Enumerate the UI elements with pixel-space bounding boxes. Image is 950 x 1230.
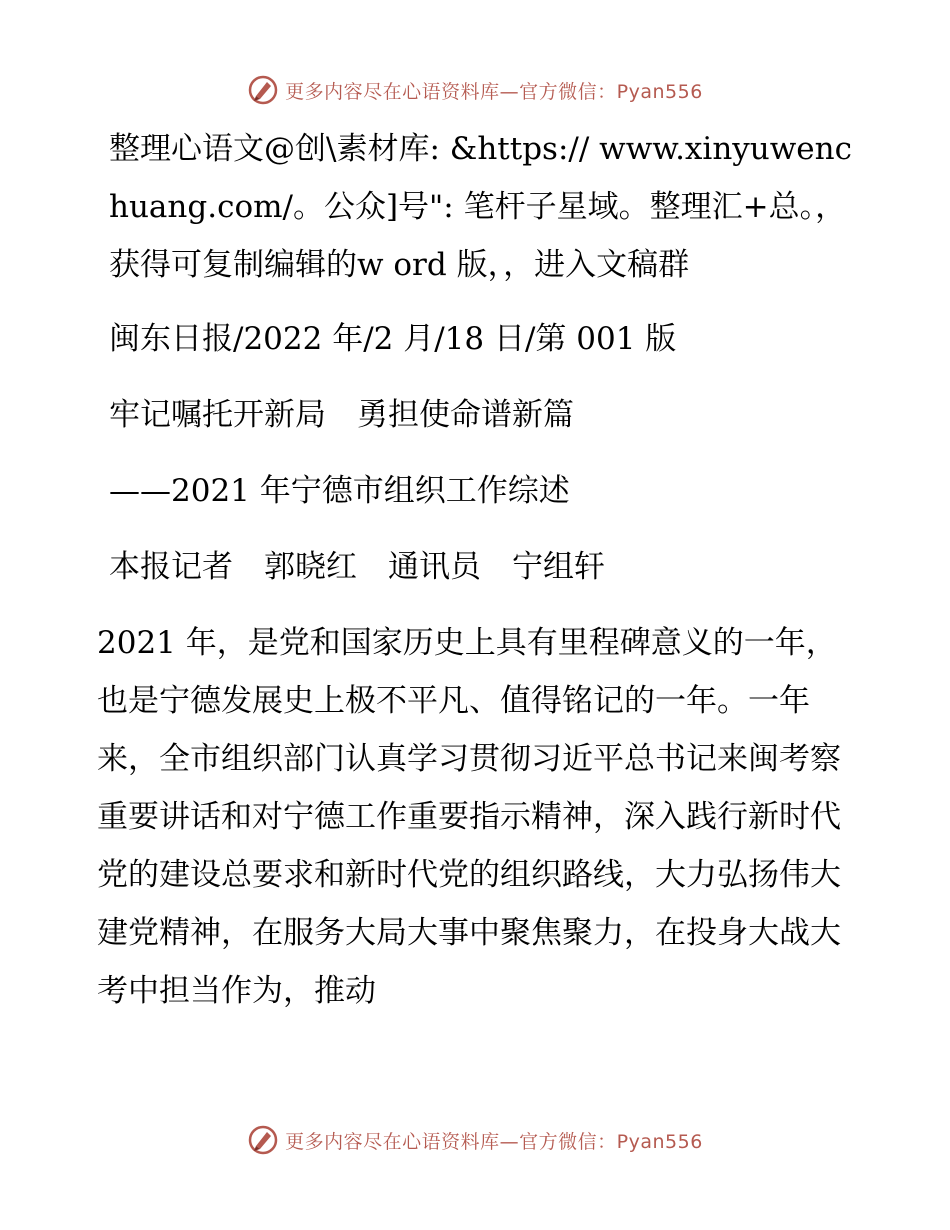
article-title: 牢记嘱托开新局 勇担使命谱新篇 xyxy=(109,397,574,433)
header-watermark-banner xyxy=(0,70,950,110)
intro-paragraph: 整理心语文@创\素材库: &https:// www.xinyuwenchuang.com/。公众]号": 笔杆子星域。整理汇+总。，获得可复制编辑的w ord 版，，进入文稿群 xyxy=(109,131,852,283)
document-body xyxy=(97,120,857,1020)
byline: 本报记者 郭晓红 通讯员 宁组轩 xyxy=(109,549,605,585)
article-subtitle: ——2021 年宁德市组织工作综述 xyxy=(109,473,570,509)
source-line: 闽东日报/2022 年/2 月/18 日/第 001 版 xyxy=(109,321,677,357)
body-paragraph: 2021 年，是党和国家历史上具有里程碑意义的一年，也是宁德发展史上极不平凡、值得铭记的一年。一年来，全市组织部门认真学习贯彻习近平总书记来闽考察重要讲话和对宁德工作重要指示精神，深入践行新时代党的建设总要求和新时代党的组织路线，大力弘扬伟大建党精神，在服务大局大事中聚焦聚力，在投身大战大考中担当作为，推动 xyxy=(97,625,841,1009)
footer-watermark-banner xyxy=(0,1120,950,1160)
watermark-text: 更多内容尽在心语资料库—官方微信：Pyan556 xyxy=(285,80,703,103)
logo-icon xyxy=(247,74,279,106)
logo-icon xyxy=(247,1124,279,1156)
watermark-text: 更多内容尽在心语资料库—官方微信：Pyan556 xyxy=(285,1130,703,1153)
